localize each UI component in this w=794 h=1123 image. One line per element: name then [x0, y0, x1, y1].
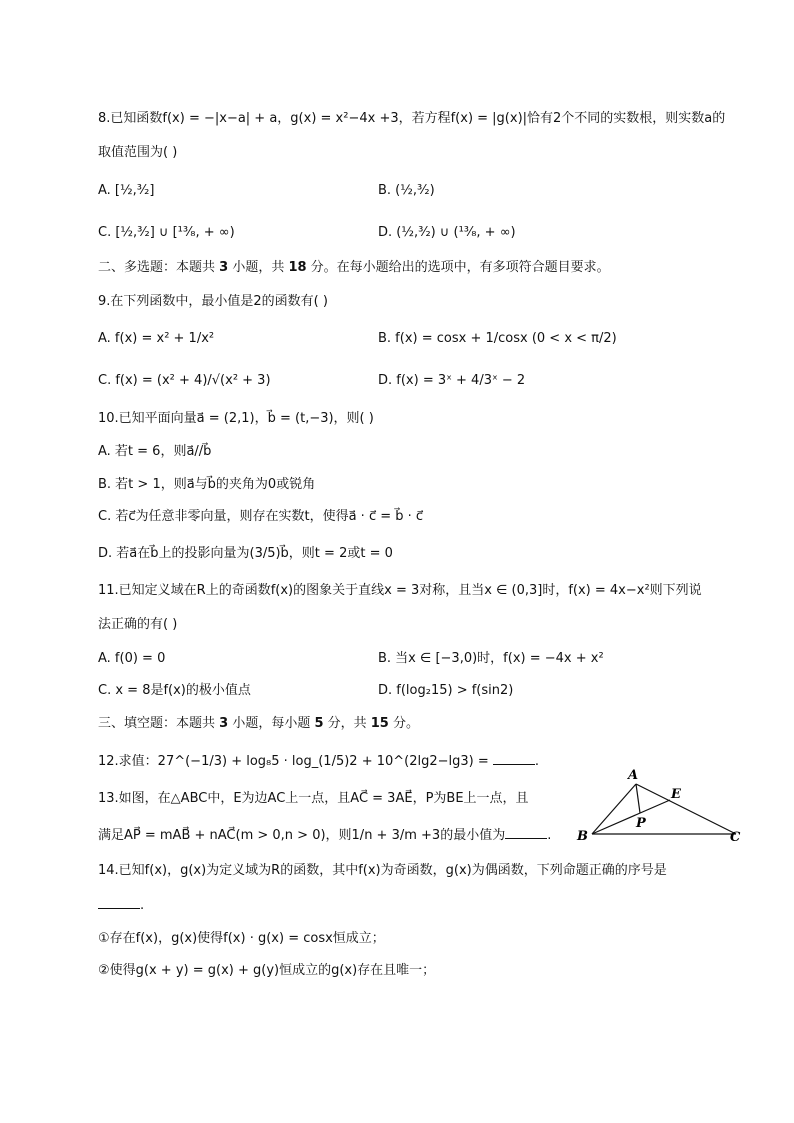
q14-stem: 14.已知f(x)，g(x)为定义域为R的函数，其中f(x)为奇函数，g(x)为偶函数，下列命题正确的序号是	[98, 863, 667, 878]
q12-text: 12.求值：27^(−1/3) + log₈5 · log_(1/5)2 + 10^(2lg2−lg3) =	[98, 754, 493, 769]
q10-option-d: D. 若a⃗在b⃗上的投影向量为(3/5)b⃗，则t = 2或t = 0	[98, 546, 393, 561]
q8-stem: 8.已知函数f(x) = −|x−a| + a，g(x) = x²−4x +3，若方程f(x) = |g(x)|恰有2个不同的实数根，则实数a的	[98, 111, 726, 126]
q9-stem: 9.在下列函数中，最小值是2的函数有( )	[98, 294, 328, 309]
q13-stem: 13.如图，在△ABC中，E为边AC上一点，且AC⃗ = 3AE⃗，P为BE上一点，且	[98, 791, 529, 806]
q11-stem-cont: 法正确的有( )	[98, 617, 178, 632]
q12-end: .	[534, 754, 540, 769]
q11-option-b: B. 当x ∈ [−3,0)时，f(x) = −4x + x²	[378, 651, 604, 666]
label-e: E	[671, 787, 681, 802]
q13-end: .	[547, 828, 552, 843]
segment-ap	[636, 784, 640, 813]
q8-option-c: C. [½,³⁄₂] ∪ [¹³⁄₈, + ∞)	[98, 225, 235, 240]
q11-stem: 11.已知定义域在R上的奇函数f(x)的图象关于直线x = 3对称，且当x ∈ (0,3]时，f(x) = 4x−x²则下列说	[98, 583, 702, 598]
q14-answer-blank	[98, 896, 140, 909]
triangle-figure	[570, 766, 750, 846]
label-b: B	[577, 829, 588, 844]
q8-option-b: B. (½,³⁄₂)	[378, 183, 435, 198]
q8-option-d: D. (½,³⁄₂) ∪ (¹³⁄₈, + ∞)	[378, 225, 516, 240]
q9-option-c: C. f(x) = (x² + 4)/√(x² + 3)	[98, 373, 271, 388]
q13-answer-blank	[505, 826, 547, 839]
q8-option-a: A. [½,³⁄₂]	[98, 183, 155, 198]
q11-option-d: D. f(log₂15) > f(sin2)	[378, 683, 514, 698]
segment-ab	[592, 784, 636, 834]
segment-be	[592, 800, 670, 834]
q9-option-d: D. f(x) = 3ˣ + 4/3ˣ − 2	[378, 373, 526, 388]
q10-option-a: A. 若t = 6，则a⃗//b⃗	[98, 444, 212, 459]
q9-option-a: A. f(x) = x² + 1/x²	[98, 331, 215, 346]
q14-end: .	[140, 898, 145, 913]
q14-item-2: ②使得g(x + y) = g(x) + g(y)恒成立的g(x)存在且唯一；	[98, 963, 436, 978]
label-a: A	[628, 768, 639, 783]
q13-stem-cont	[98, 826, 551, 845]
q10-stem: 10.已知平面向量a⃗ = (2,1)，b⃗ = (t,−3)，则( )	[98, 411, 374, 426]
q14-answer-line	[98, 896, 144, 915]
q12-answer-blank	[493, 752, 535, 765]
label-c: C	[730, 830, 741, 845]
q9-option-b: B. f(x) = cosx + 1/cosx (0 < x < π/2)	[378, 331, 617, 346]
q14-item-1: ①存在f(x)，g(x)使得f(x) · g(x) = cosx恒成立；	[98, 931, 385, 946]
section-2-heading: 二、多选题：本题共 3 小题，共 18 分。在每小题给出的选项中，有多项符合题目要求。	[98, 260, 610, 275]
q11-option-a: A. f(0) = 0	[98, 651, 166, 666]
q8-stem-cont: 取值范围为( )	[98, 145, 178, 160]
segment-ac	[636, 784, 736, 834]
q10-option-b: B. 若t > 1，则a⃗与b⃗的夹角为0或锐角	[98, 477, 316, 492]
q13-text: 满足AP⃗ = mAB⃗ + nAC⃗(m > 0,n > 0)，则1/n + 3/m +3的最小值为	[98, 828, 506, 843]
q11-option-c: C. x = 8是f(x)的极小值点	[98, 683, 251, 698]
section-3-heading: 三、填空题：本题共 3 小题，每小题 5 分，共 15 分。	[98, 716, 419, 731]
label-p: P	[636, 816, 646, 831]
q10-option-c: C. 若c⃗为任意非零向量，则存在实数t，使得a⃗ · c⃗ = b⃗ · c⃗	[98, 509, 424, 524]
q12-stem	[98, 752, 539, 771]
